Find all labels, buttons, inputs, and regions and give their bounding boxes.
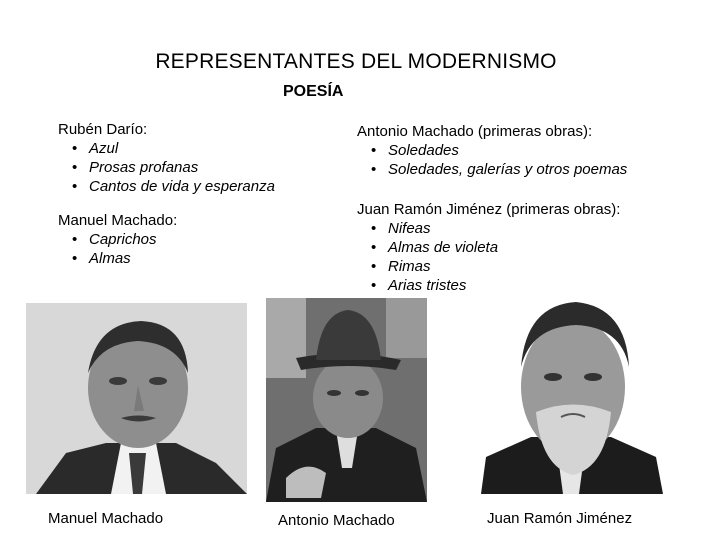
works-list <box>58 230 177 268</box>
caption-antonio-machado: Antonio Machado <box>278 512 395 529</box>
portrait-juan-ramon-jimenez <box>481 297 663 494</box>
author-block-antonio-machado <box>357 122 627 179</box>
work-item: • Arias tristes <box>371 276 620 295</box>
works-list <box>357 219 620 295</box>
author-name: Rubén Darío: <box>58 121 148 138</box>
caption-manuel-machado: Manuel Machado <box>48 510 164 527</box>
author-block-dario <box>58 120 275 196</box>
work-item: • Prosas profanas <box>72 158 275 177</box>
author-block-manuel-machado <box>58 211 177 268</box>
author-name: Juan Ramón Jiménez (primeras obras): <box>357 201 621 218</box>
portrait-manuel-machado <box>26 303 247 494</box>
work-item: • Azul <box>72 139 275 158</box>
work-item: • Almas de violeta <box>371 238 620 257</box>
work-item: • Soledades, galerías y otros poemas <box>371 160 627 179</box>
work-item: • Caprichos <box>72 230 177 249</box>
slide-subtitle: POESÍA <box>283 83 344 100</box>
slide-title: REPRESENTANTES DEL MODERNISMO <box>155 50 557 73</box>
works-list <box>357 141 627 179</box>
work-item: • Cantos de vida y esperanza <box>72 177 275 196</box>
work-item: • Rimas <box>371 257 620 276</box>
author-name: Antonio Machado (primeras obras): <box>357 123 593 140</box>
work-item: • Almas <box>72 249 177 268</box>
author-block-jimenez <box>357 200 620 295</box>
work-item: • Soledades <box>371 141 627 160</box>
work-item: • Nifeas <box>371 219 620 238</box>
works-list <box>58 139 275 196</box>
caption-juan-ramon-jimenez: Juan Ramón Jiménez <box>487 510 633 527</box>
portrait-antonio-machado <box>266 298 427 502</box>
author-name: Manuel Machado: <box>58 212 178 229</box>
